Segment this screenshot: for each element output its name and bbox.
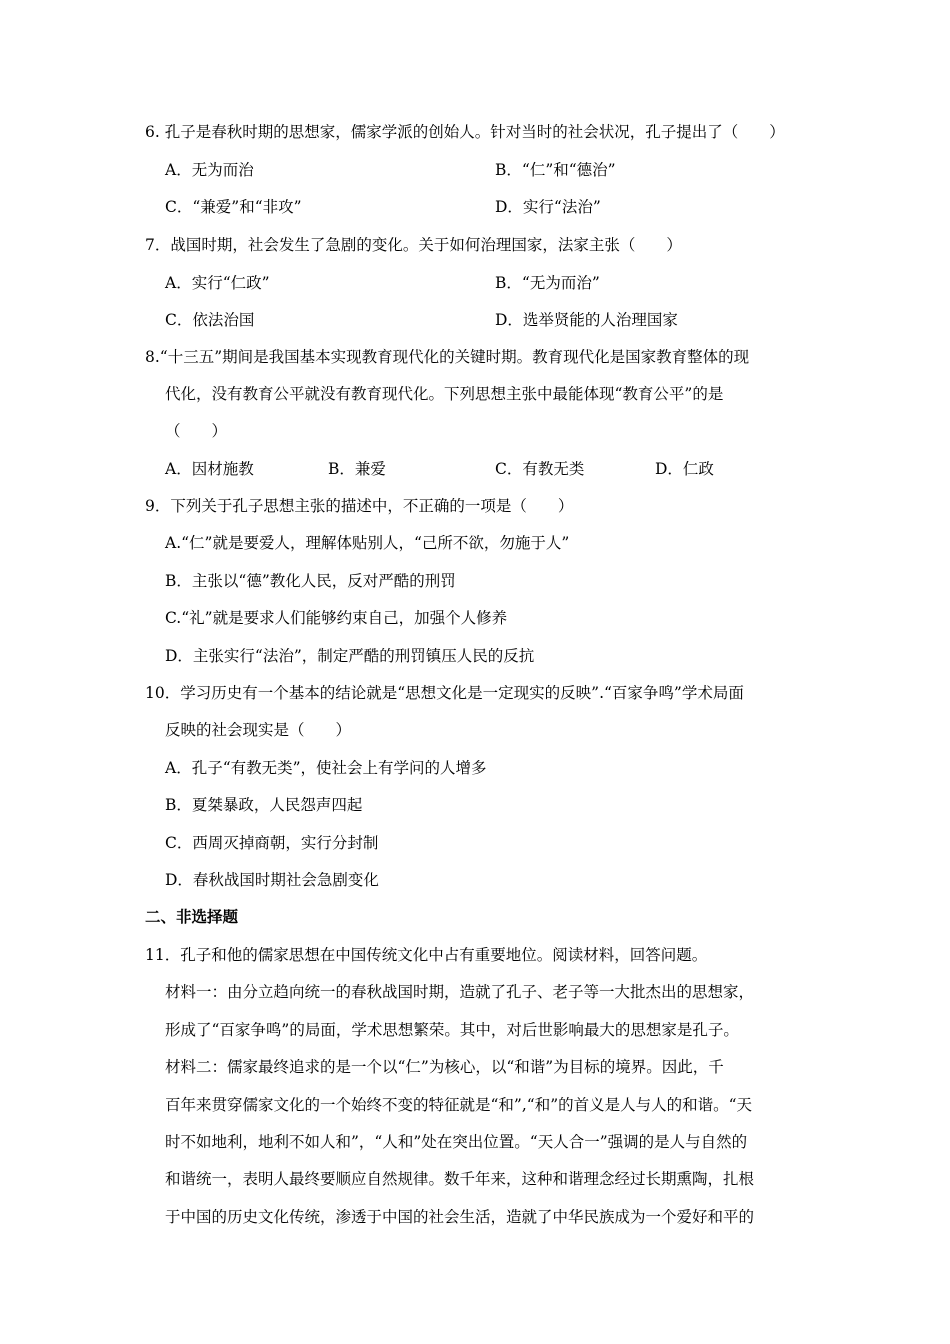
- question-6-option-a: A．无为而治: [165, 161, 254, 179]
- question-9-option-a: A.“仁”就是要爱人，理解体贴别人，“己所不欲，勿施于人”: [165, 534, 570, 552]
- question-6-option-b: B．“仁”和“德治”: [495, 161, 616, 179]
- question-10-option-c: C．西周灭掉商朝，实行分封制: [165, 834, 379, 852]
- material-2-line-3: 时不如地利，地利不如人和”，“人和”处在突出位置。“天人合一”强调的是人与自然的: [165, 1133, 748, 1151]
- question-8-stem-line-3: （ ）: [165, 422, 228, 440]
- question-8-stem-line-2: 代化，没有教育公平就没有教育现代化。下列思想主张中最能体现“教育公平”的是: [165, 385, 724, 403]
- material-2-line-5: 于中国的历史文化传统，渗透于中国的社会生活，造就了中华民族成为一个爱好和平的: [165, 1208, 755, 1226]
- question-6-option-d: D．实行“法治”: [495, 198, 601, 216]
- question-10-stem-line-2: 反映的社会现实是（ ）: [165, 721, 352, 739]
- question-8-option-b: B．兼爱: [328, 460, 386, 478]
- question-11-stem: 11．孔子和他的儒家思想在中国传统文化中占有重要地位。阅读材料，回答问题。: [145, 946, 708, 964]
- question-7-option-c: C．依法治国: [165, 311, 255, 329]
- material-2-line-1: 材料二：儒家最终追求的是一个以“仁”为核心，以“和谐”为目标的境界。因此，千: [165, 1058, 724, 1076]
- question-10-option-d: D．春秋战国时期社会急剧变化: [165, 871, 379, 889]
- question-10-option-b: B．夏桀暴政，人民怨声四起: [165, 796, 363, 814]
- question-9-option-d: D．主张实行“法治”，制定严酷的刑罚镇压人民的反抗: [165, 647, 535, 665]
- material-2-line-2: 百年来贯穿儒家文化的一个始终不变的特征就是“和”,“和”的首义是人与人的和谐。“天: [165, 1096, 753, 1114]
- question-7-option-b: B．“无为而治”: [495, 274, 600, 292]
- material-2-line-4: 和谐统一，表明人最终要顺应自然规律。数千年来，这种和谐理念经过长期熏陶，扎根: [165, 1170, 755, 1188]
- question-6-stem: 6. 孔子是春秋时期的思想家，儒家学派的创始人。针对当时的社会状况，孔子提出了（ ）: [145, 123, 785, 141]
- question-6-option-c: C．“兼爱”和“非攻”: [165, 198, 302, 216]
- question-8-option-a: A．因材施教: [165, 460, 254, 478]
- question-10-stem-line-1: 10．学习历史有一个基本的结论就是“思想文化是一定现实的反映”.“百家争鸣”学术局面: [145, 684, 744, 702]
- question-7-stem: 7．战国时期，社会发生了急剧的变化。关于如何治理国家，法家主张（ ）: [145, 236, 682, 254]
- question-8-stem-line-1: 8.“十三五”期间是我国基本实现教育现代化的关键时期。教育现代化是国家教育整体的现: [145, 348, 750, 366]
- material-1-line-2: 形成了“百家争鸣”的局面，学术思想繁荣。其中，对后世影响最大的思想家是孔子。: [165, 1021, 739, 1039]
- question-7-option-d: D．选举贤能的人治理国家: [495, 311, 678, 329]
- question-7-option-a: A．实行“仁政”: [165, 274, 270, 292]
- section-2-title: 二、非选择题: [145, 907, 239, 926]
- material-1-line-1: 材料一：由分立趋向统一的春秋战国时期，造就了孔子、老子等一大批杰出的思想家，: [165, 983, 755, 1001]
- question-8-option-d: D．仁政: [655, 460, 714, 478]
- question-9-option-c: C.“礼”就是要求人们能够约束自己，加强个人修养: [165, 609, 508, 627]
- question-10-option-a: A．孔子“有教无类”，使社会上有学问的人增多: [165, 759, 487, 777]
- question-8-option-c: C．有教无类: [495, 460, 585, 478]
- question-9-option-b: B．主张以“德”教化人民，反对严酷的刑罚: [165, 572, 456, 590]
- question-9-stem: 9．下列关于孔子思想主张的描述中，不正确的一项是（ ）: [145, 497, 574, 515]
